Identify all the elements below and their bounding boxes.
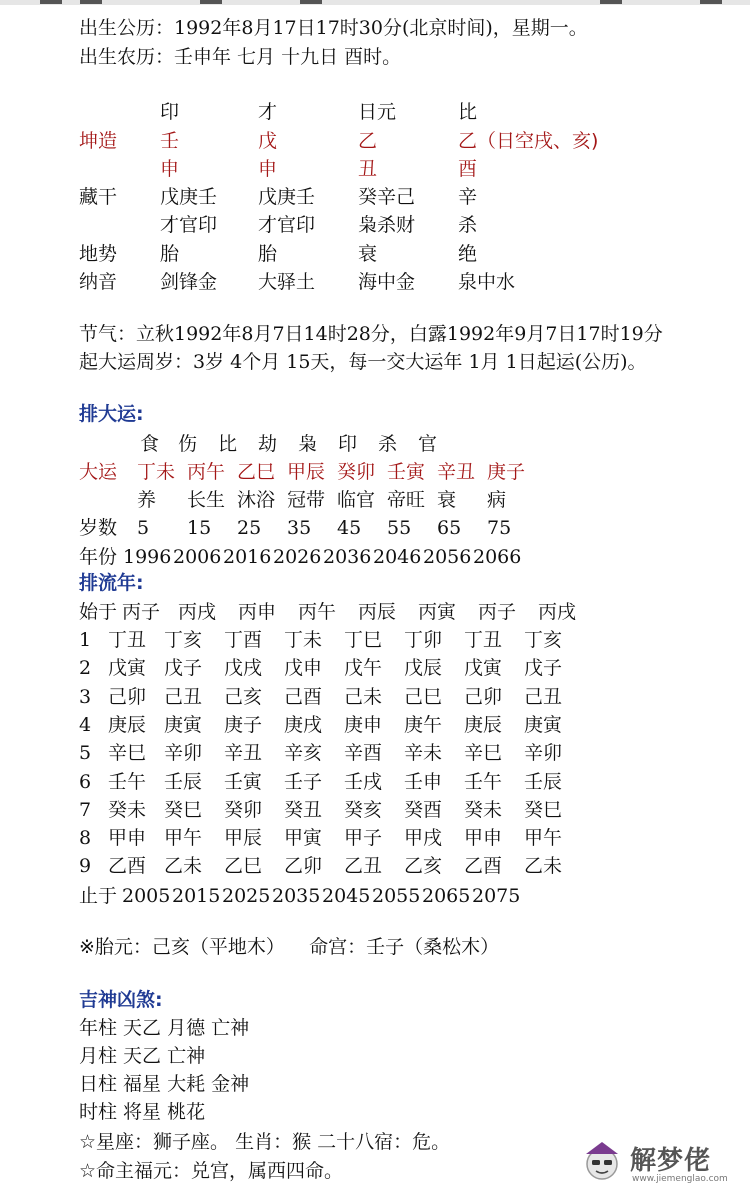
liunian-cell: 己酉: [284, 685, 323, 708]
hidden-stems: 戊庚壬: [160, 186, 218, 208]
liunian-end-year: 2005: [122, 885, 171, 907]
liunian-cell: 己巳: [404, 685, 443, 708]
liunian-cell: 庚辰: [464, 713, 503, 736]
dayun-age: 5: [137, 517, 150, 539]
dayun-state: 长生: [187, 489, 226, 511]
watermark-url: www.jiemenglao.com: [632, 1174, 728, 1184]
liunian-cell: 辛巳: [108, 742, 147, 765]
ten-gods: 才官印: [160, 214, 218, 236]
minggong-line: ☆命主福元：兑宫，属西四命。: [79, 1160, 344, 1182]
taiyuan-line: ※胎元：己亥（平地木） 命宫：壬子（桑松木）: [79, 936, 500, 958]
liunian-end-year: 2055: [372, 885, 421, 907]
dayun-age: 75: [487, 517, 512, 539]
dayun-year: 2056: [423, 546, 472, 568]
nayin: 海中金: [358, 271, 416, 293]
pillar-header: 日元: [358, 101, 397, 123]
pillar-header: 印: [160, 101, 180, 123]
site-watermark: [580, 1136, 730, 1192]
liunian-cell: 丁未: [284, 629, 323, 651]
heavenly-stem: 乙（日空戌、亥): [458, 130, 599, 152]
dayun-state: 沐浴: [237, 489, 276, 511]
liunian-cell: 癸酉: [404, 798, 443, 821]
top-cropped-text: [40, 0, 730, 5]
liunian-cell: 己卯: [108, 685, 147, 708]
hidden-stems: 辛: [458, 186, 478, 208]
growth-stage: 胎: [258, 243, 278, 265]
liunian-cell: 乙酉: [108, 855, 147, 878]
dayun-year: 1996: [123, 546, 172, 568]
dayun-god: 比: [218, 433, 238, 455]
liunian-cell: 庚戌: [284, 713, 323, 736]
liunian-cell: 戊寅: [464, 657, 503, 680]
dayun-year: 2026: [273, 546, 322, 568]
liunian-cell: 乙酉: [464, 855, 503, 878]
dayun-label: 大运: [79, 461, 118, 483]
liunian-row-number: 5: [79, 742, 92, 765]
dayun-pillar: 辛丑: [437, 461, 476, 483]
liunian-cell: 己未: [344, 685, 383, 708]
liunian-cell: 甲寅: [284, 827, 323, 850]
liunian-end-year: 2075: [472, 885, 521, 907]
dayun-state: 养: [137, 489, 157, 511]
birth-lunar: 出生农历：壬申年 七月 十九日 酉时。: [79, 46, 402, 68]
dayun-state: 帝旺: [387, 489, 426, 511]
dayun-god: 食: [140, 433, 160, 455]
liunian-cell: 庚寅: [524, 713, 563, 736]
liunian-row-number: 2: [79, 657, 92, 680]
dayun-state: 临官: [337, 489, 376, 511]
liunian-cell: 丁丑: [108, 629, 147, 651]
hat-mascot-icon: [580, 1138, 624, 1182]
liunian-cell: 己亥: [224, 685, 263, 708]
liunian-cell: 庚午: [404, 713, 443, 736]
liunian-cell: 辛丑: [224, 742, 263, 765]
liunian-cell: 丁卯: [404, 629, 443, 651]
dayun-age: 45: [337, 517, 362, 539]
liunian-start: 丙寅: [418, 601, 457, 623]
pillar-header: 比: [458, 101, 478, 123]
dayun-year-label: 年份: [79, 546, 118, 568]
shensha-line: 年柱 天乙 月德 亡神: [79, 1017, 250, 1039]
liunian-start: 丙申: [238, 601, 277, 623]
liunian-end-year: 2065: [422, 885, 471, 907]
liunian-cell: 壬午: [464, 770, 503, 793]
dayun-year: 2066: [473, 546, 522, 568]
liunian-start: 丙子: [478, 601, 517, 623]
liunian-cell: 癸丑: [284, 798, 323, 821]
shensha-heading: 吉神凶煞:: [79, 989, 163, 1011]
shensha-line: 日柱 福星 大耗 金神: [79, 1073, 250, 1095]
dayun-year: 2036: [323, 546, 372, 568]
dayun-pillar: 乙巳: [237, 461, 276, 483]
dayun-pillar: 丁未: [137, 461, 176, 483]
dayun-heading: 排大运:: [79, 403, 144, 425]
liunian-cell: 辛巳: [464, 742, 503, 765]
liunian-row-number: 1: [79, 629, 92, 651]
liunian-cell: 癸巳: [524, 798, 563, 821]
liunian-cell: 戊辰: [404, 657, 443, 680]
liunian-row-number: 6: [79, 770, 92, 793]
dayun-state: 冠带: [287, 489, 326, 511]
liunian-cell: 庚辰: [108, 713, 147, 736]
dayun-age: 25: [237, 517, 262, 539]
watermark-name: 解梦佬: [630, 1146, 712, 1176]
dayun-age: 55: [387, 517, 412, 539]
liunian-end-year: 2035: [272, 885, 321, 907]
liunian-cell: 辛卯: [524, 742, 563, 765]
growth-stage: 衰: [358, 243, 378, 265]
liunian-cell: 乙丑: [344, 855, 383, 878]
liunian-cell: 戊子: [164, 657, 203, 680]
liunian-cell: 壬辰: [164, 770, 203, 793]
liunian-cell: 壬申: [404, 770, 443, 793]
liunian-cell: 甲午: [164, 827, 203, 850]
pillar-row-label: 藏干: [79, 186, 118, 208]
dayun-age: 35: [287, 517, 312, 539]
liunian-cell: 戊子: [524, 657, 563, 680]
liunian-start: 丙子: [122, 601, 161, 623]
liunian-cell: 癸未: [464, 798, 503, 821]
liunian-cell: 丁巳: [344, 629, 383, 651]
nayin: 大驿土: [258, 271, 316, 293]
shensha-line: 时柱 将星 桃花: [79, 1101, 206, 1123]
liunian-cell: 甲午: [524, 827, 563, 850]
liunian-cell: 己丑: [164, 685, 203, 708]
liunian-cell: 乙未: [164, 855, 203, 878]
liunian-cell: 戊寅: [108, 657, 147, 680]
liunian-row-number: 3: [79, 685, 92, 708]
earthly-branch: 丑: [358, 158, 378, 180]
liunian-start: 丙戌: [538, 601, 577, 623]
liunian-cell: 己卯: [464, 685, 503, 708]
liunian-row-number: 9: [79, 855, 92, 878]
liunian-cell: 癸亥: [344, 798, 383, 821]
liunian-cell: 乙未: [524, 855, 563, 878]
dayun-pillar: 丙午: [187, 461, 226, 483]
liunian-cell: 戊申: [284, 657, 323, 680]
liunian-end-year: 2015: [172, 885, 221, 907]
liunian-cell: 甲申: [108, 827, 147, 850]
pillar-row-label: 地势: [79, 243, 118, 265]
liunian-cell: 壬辰: [524, 770, 563, 793]
liunian-heading: 排流年:: [79, 572, 144, 594]
liunian-cell: 壬午: [108, 770, 147, 793]
liunian-cell: 甲申: [464, 827, 503, 850]
jieqi-line: 节气：立秋1992年8月7日14时28分，白露1992年9月7日17时19分: [79, 323, 663, 345]
liunian-row-number: 8: [79, 827, 92, 850]
dayun-god: 官: [418, 433, 438, 455]
dayun-age: 65: [437, 517, 462, 539]
nayin: 泉中水: [458, 271, 516, 293]
heavenly-stem: 壬: [160, 130, 180, 152]
liunian-cell: 辛未: [404, 742, 443, 765]
earthly-branch: 申: [160, 158, 180, 180]
earthly-branch: 酉: [458, 158, 478, 180]
liunian-row-number: 4: [79, 713, 92, 736]
ten-gods: 枭杀财: [358, 214, 416, 236]
liunian-cell: 壬寅: [224, 770, 263, 793]
liunian-row-number: 7: [79, 798, 92, 821]
liunian-cell: 辛亥: [284, 742, 323, 765]
liunian-cell: 辛酉: [344, 742, 383, 765]
zodiac-line: ☆星座：狮子座。 生肖：猴 二十八宿：危。: [79, 1131, 451, 1153]
ten-gods: 才官印: [258, 214, 316, 236]
liunian-start: 丙午: [298, 601, 337, 623]
liunian-cell: 甲戌: [404, 827, 443, 850]
dayun-year: 2016: [223, 546, 272, 568]
pillar-header: 才: [258, 101, 278, 123]
earthly-branch: 申: [258, 158, 278, 180]
liunian-cell: 壬戌: [344, 770, 383, 793]
liunian-cell: 庚子: [224, 713, 263, 736]
liunian-cell: 辛卯: [164, 742, 203, 765]
dayun-pillar: 壬寅: [387, 461, 426, 483]
liunian-cell: 丁丑: [464, 629, 503, 651]
liunian-cell: 甲子: [344, 827, 383, 850]
liunian-cell: 庚申: [344, 713, 383, 736]
dayun-year: 2046: [373, 546, 422, 568]
liunian-cell: 戊午: [344, 657, 383, 680]
ten-gods: 杀: [458, 214, 478, 236]
liunian-cell: 丁亥: [164, 629, 203, 651]
shensha-line: 月柱 天乙 亡神: [79, 1045, 206, 1067]
dayun-state: 病: [487, 489, 507, 511]
heavenly-stem: 乙: [358, 130, 378, 152]
liunian-end-label: 止于: [79, 885, 118, 907]
dayun-god: 伤: [178, 433, 198, 455]
dayun-age: 15: [187, 517, 212, 539]
liunian-cell: 癸未: [108, 798, 147, 821]
pillar-row-label: 纳音: [79, 271, 118, 293]
liunian-cell: 乙卯: [284, 855, 323, 878]
liunian-end-year: 2045: [322, 885, 371, 907]
liunian-cell: 丁酉: [224, 629, 263, 651]
nayin: 剑锋金: [160, 271, 218, 293]
liunian-cell: 癸巳: [164, 798, 203, 821]
dayun-state: 衰: [437, 489, 457, 511]
dayun-age-label: 岁数: [79, 517, 118, 539]
hidden-stems: 癸辛己: [358, 186, 416, 208]
birth-solar: 出生公历：1992年8月17日17时30分(北京时间)，星期一。: [79, 17, 588, 39]
liunian-cell: 癸卯: [224, 798, 263, 821]
dayun-god: 印: [338, 433, 358, 455]
liunian-cell: 庚寅: [164, 713, 203, 736]
growth-stage: 绝: [458, 243, 478, 265]
liunian-start: 丙戌: [178, 601, 217, 623]
dayun-year: 2006: [173, 546, 222, 568]
dayun-god: 劫: [258, 433, 278, 455]
liunian-cell: 戊戌: [224, 657, 263, 680]
pillar-row-label: 坤造: [79, 130, 118, 152]
hidden-stems: 戊庚壬: [258, 186, 316, 208]
heavenly-stem: 戊: [258, 130, 278, 152]
liunian-cell: 乙亥: [404, 855, 443, 878]
dayun-god: 杀: [378, 433, 398, 455]
liunian-cell: 己丑: [524, 685, 563, 708]
dayun-god: 枭: [298, 433, 318, 455]
qiyun-line: 起大运周岁：3岁 4个月 15天，每一交大运年 1月 1日起运(公历)。: [79, 351, 647, 373]
dayun-pillar: 庚子: [487, 461, 526, 483]
liunian-cell: 丁亥: [524, 629, 563, 651]
dayun-pillar: 甲辰: [287, 461, 326, 483]
liunian-start: 丙辰: [358, 601, 397, 623]
liunian-cell: 甲辰: [224, 827, 263, 850]
liunian-cell: 乙巳: [224, 855, 263, 878]
growth-stage: 胎: [160, 243, 180, 265]
liunian-start-label: 始于: [79, 601, 118, 623]
dayun-pillar: 癸卯: [337, 461, 376, 483]
liunian-cell: 壬子: [284, 770, 323, 793]
liunian-end-year: 2025: [222, 885, 271, 907]
